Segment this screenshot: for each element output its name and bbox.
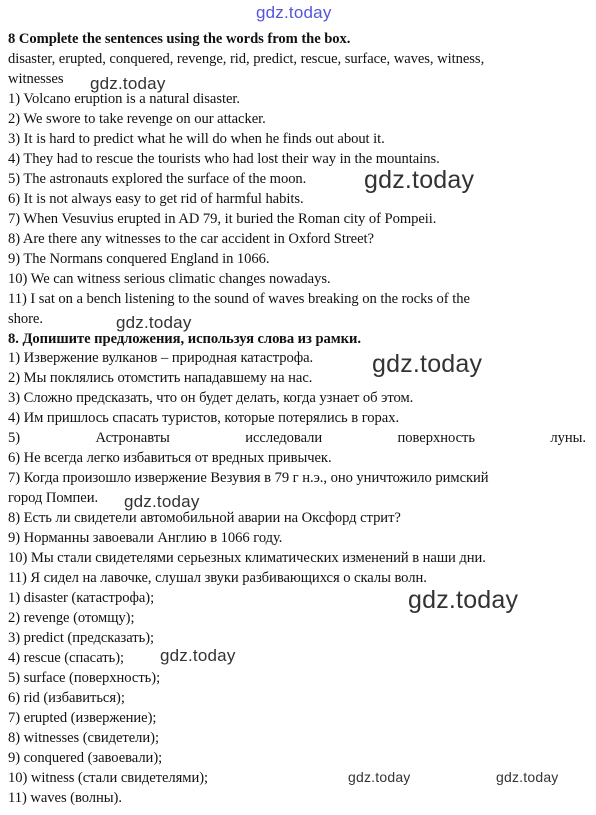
- russian-sentence-4: 4) Им пришлось спасать туристов, которые потерялись в горах.: [8, 410, 400, 426]
- russian-sentence-5-word: луны.: [550, 430, 586, 446]
- answer-item: 6) rid (избавиться);: [8, 690, 125, 706]
- watermark: gdz.today: [408, 586, 519, 614]
- answer-item: 7) erupted (извержение);: [8, 710, 157, 726]
- russian-sentence-10: 10) Мы стали свидетелями серьезных климатических изменений в наши дни.: [8, 550, 486, 566]
- answer-item: 4) rescue (спасать);: [8, 650, 125, 666]
- russian-sentence-1: 1) Извержение вулканов – природная катастрофа.: [8, 350, 314, 366]
- answer-item: 11) waves (волны).: [8, 790, 122, 806]
- russian-sentence-5: [8, 428, 586, 448]
- russian-sentence-5-word: исследовали: [245, 430, 323, 446]
- russian-sentence-7-line-2: город Помпеи.: [8, 490, 99, 506]
- watermark: gdz.today: [116, 313, 192, 332]
- english-heading: 8 Complete the sentences using the words from the box.: [8, 31, 351, 47]
- word-box-line-2: witnesses: [8, 71, 64, 87]
- russian-sentence-2: 2) Мы поклялись отомстить нападавшему на нас.: [8, 370, 313, 386]
- watermark: gdz.today: [496, 769, 559, 785]
- russian-sentence-11: 11) Я сидел на лавочке, слушал звуки разбивающихся о скалы волн.: [8, 570, 427, 586]
- english-sentence-11-line-1: 11) I sat on a bench listening to the sound of waves breaking on the rocks of the: [8, 291, 470, 307]
- answer-item: 8) witnesses (свидетели);: [8, 730, 159, 746]
- watermark: gdz.today: [364, 166, 475, 194]
- watermark: gdz.today: [90, 74, 166, 93]
- english-sentence-11-line-2: shore.: [8, 311, 43, 327]
- english-sentence-10: 10) We can witness serious climatic changes nowadays.: [8, 271, 331, 287]
- english-sentence-7: 7) When Vesuvius erupted in AD 79, it buried the Roman city of Pompeii.: [8, 211, 437, 227]
- watermark: gdz.today: [372, 350, 483, 378]
- english-sentence-3: 3) It is hard to predict what he will do when he finds out about it.: [8, 131, 385, 147]
- answer-item: 5) surface (поверхность);: [8, 670, 161, 686]
- answer-item: 9) conquered (завоевали);: [8, 750, 163, 766]
- answer-item: 1) disaster (катастрофа);: [8, 590, 155, 606]
- russian-sentence-3: 3) Сложно предсказать, что он будет делать, когда узнает об этом.: [8, 390, 414, 406]
- word-box-line-1: disaster, erupted, conquered, revenge, rid, predict, rescue, surface, waves, witness,: [8, 51, 485, 67]
- answer-item: 2) revenge (отомщу);: [8, 610, 135, 626]
- english-sentence-1: 1) Volcano eruption is a natural disaster.: [8, 91, 241, 107]
- russian-sentence-7-line-1: 7) Когда произошло извержение Везувия в 79 г н.э., оно уничтожило римский: [8, 470, 489, 486]
- russian-sentence-6: 6) Не всегда легко избавиться от вредных привычек.: [8, 450, 332, 466]
- answer-item: 3) predict (предсказать);: [8, 630, 155, 646]
- english-sentence-2: 2) We swore to take revenge on our attacker.: [8, 111, 266, 127]
- russian-sentence-5-word: поверхность: [397, 430, 475, 446]
- english-sentence-4: 4) They had to rescue the tourists who had lost their way in the mountains.: [8, 151, 440, 167]
- english-sentence-8: 8) Are there any witnesses to the car accident in Oxford Street?: [8, 231, 374, 247]
- watermark: gdz.today: [348, 769, 411, 785]
- russian-sentence-5-word: 5): [8, 430, 21, 446]
- answer-item: 10) witness (стали свидетелями);: [8, 770, 209, 786]
- watermark: gdz.today: [160, 646, 236, 665]
- russian-sentence-5-word: Астронавты: [95, 430, 170, 446]
- watermark: gdz.today: [124, 492, 200, 511]
- english-sentence-9: 9) The Normans conquered England in 1066.: [8, 251, 270, 267]
- watermark: gdz.today: [256, 3, 332, 22]
- russian-sentence-9: 9) Норманны завоевали Англию в 1066 году.: [8, 530, 283, 546]
- english-sentence-6: 6) It is not always easy to get rid of harmful habits.: [8, 191, 304, 207]
- english-sentence-5: 5) The astronauts explored the surface of the moon.: [8, 171, 307, 187]
- russian-sentence-8: 8) Есть ли свидетели автомобильной аварии на Оксфорд стрит?: [8, 510, 401, 526]
- russian-heading: 8. Допишите предложения, используя слова из рамки.: [8, 331, 361, 347]
